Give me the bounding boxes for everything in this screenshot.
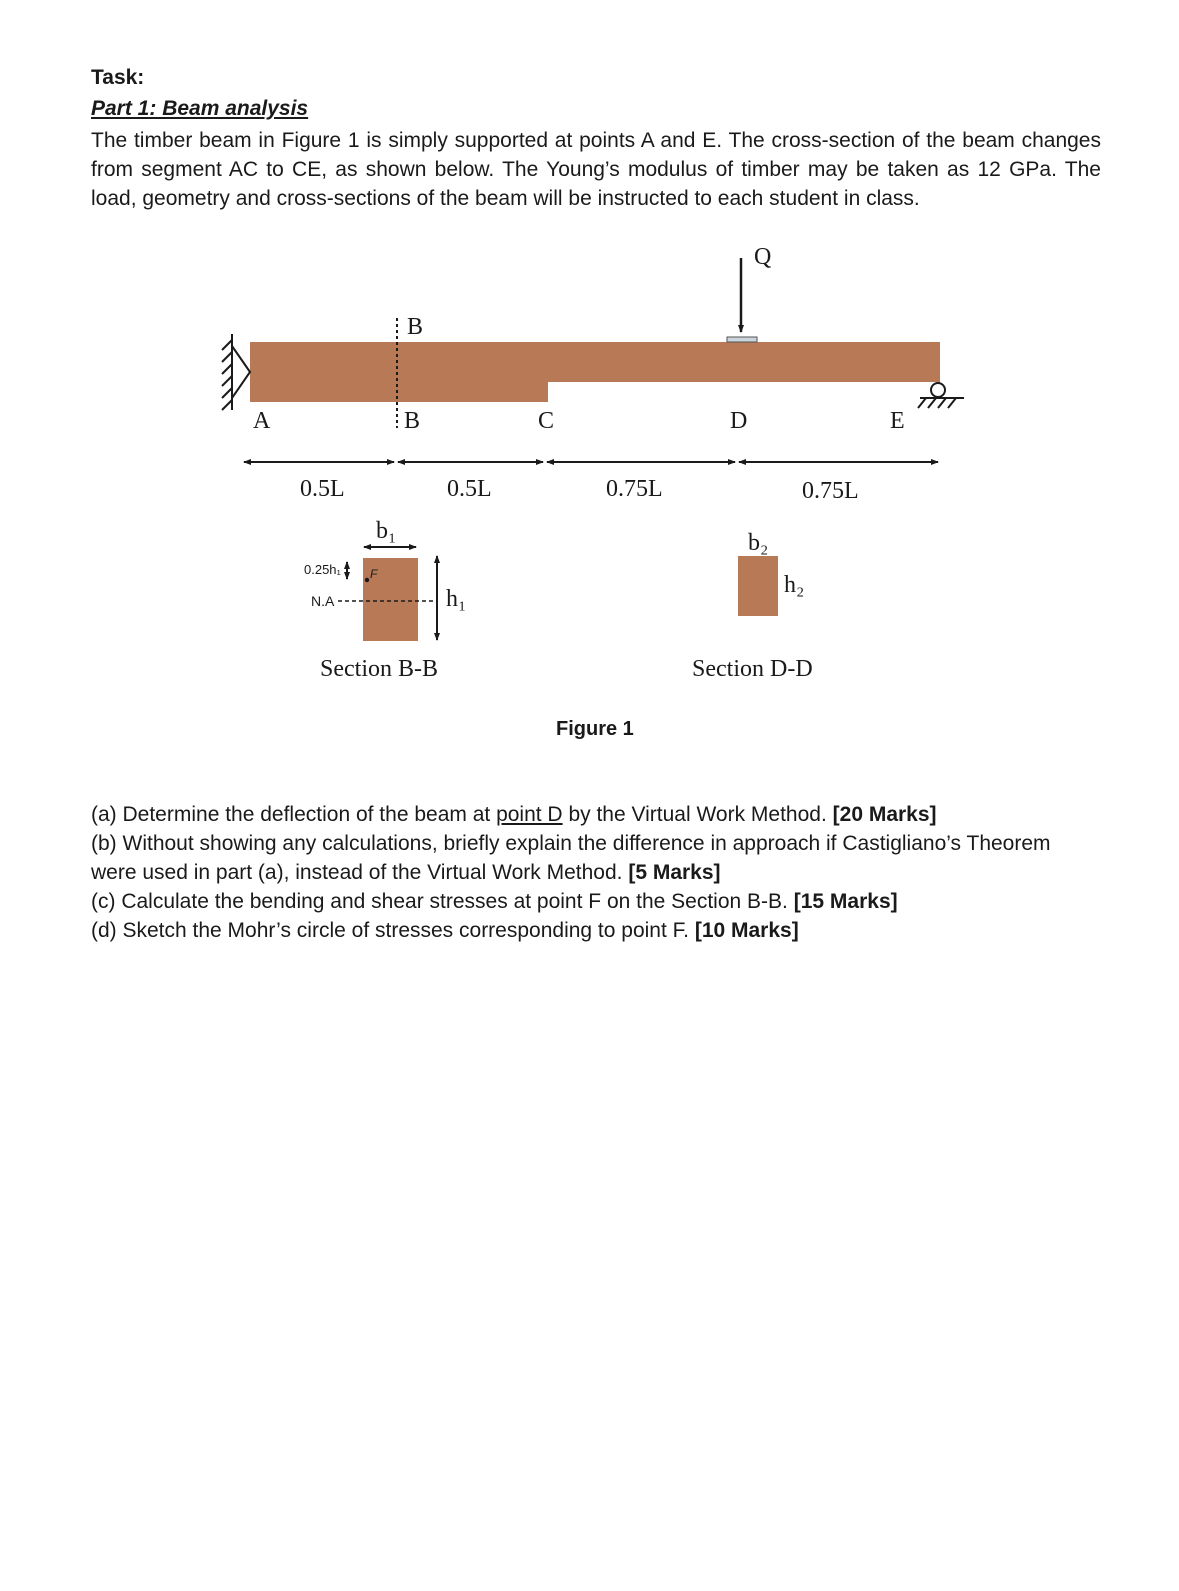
question-item: (c) Calculate the bending and shear stresses at point F on the Section B-B. [15 Marks] [91, 890, 898, 913]
dimension-label-ab: 0.5L [300, 476, 345, 502]
section-dd-rect [738, 556, 778, 616]
dimension-label-cd: 0.75L [606, 476, 663, 502]
section-bb [304, 518, 466, 682]
task-heading: Task: [91, 66, 145, 89]
question-item: (a) Determine the deflection of the beam at point D by the Virtual Work Method. [20 Marks] [91, 803, 937, 826]
dimension-label-bc: 0.5L [447, 476, 492, 502]
figure-caption: Figure 1 [556, 718, 634, 740]
label-e: E [890, 408, 905, 434]
label-d: D [730, 408, 748, 434]
label-b-bottom: B [404, 408, 421, 434]
marks-badge: [10 Marks] [694, 919, 799, 942]
section-bb-width-label: b₁ [376, 518, 397, 544]
section-dd [692, 530, 813, 682]
section-bb-height-label: h₁ [446, 586, 467, 612]
label-c: C [538, 408, 555, 434]
label-a: A [253, 408, 271, 434]
neutral-axis-label: N.A [311, 593, 335, 609]
intro-paragraph: The timber beam in Figure 1 is simply supported at points A and E. The cross-section of the beam changes from segment AC to CE, as shown below. The Young’s modulus of timber may be taken as 12 GPa. The load, geometry and cross-sections of the beam will be instructed to each student in class. [91, 129, 1101, 210]
section-dd-title: Section D-D [692, 656, 813, 682]
point-f-dot [365, 578, 369, 582]
question-list [91, 800, 1101, 945]
pin-support-a [222, 334, 250, 410]
marks-badge: [20 Marks] [832, 803, 937, 826]
point-d-link: point D [496, 803, 563, 826]
question-item: (d) Sketch the Mohr’s circle of stresses corresponding to point F. [10 Marks] [91, 919, 799, 942]
offset-label: 0.25h₁ [304, 562, 341, 577]
marks-badge: [15 Marks] [793, 890, 898, 913]
label-b-top: B [407, 314, 424, 340]
dimension-label-de: 0.75L [802, 478, 859, 504]
marks-badge: [5 Marks] [628, 861, 721, 884]
point-f-label: F [370, 567, 378, 581]
load-label: Q [754, 244, 772, 270]
beam-figure [0, 230, 1179, 760]
beam-body [250, 342, 940, 402]
bearing-plate [727, 337, 757, 342]
section-bb-title: Section B-B [320, 656, 438, 682]
section-dd-height-label: h₂ [784, 572, 805, 598]
part-heading: Part 1: Beam analysis [91, 97, 309, 120]
question-item: (b) Without showing any calculations, briefly explain the difference in approach if Castigliano’s Theorem were used in part (a), instead of the Virtual Work Method. [5 Marks] [91, 832, 1051, 884]
section-dd-width-label: b₂ [748, 530, 769, 556]
roller-support-e [918, 383, 964, 408]
